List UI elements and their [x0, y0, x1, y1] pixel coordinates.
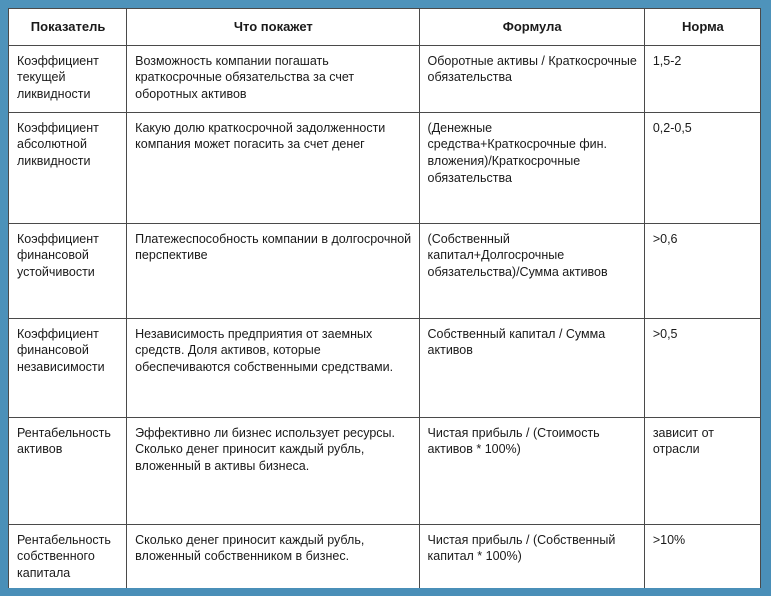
- cell-meaning: Платежеспособность компании в долгосрочной перспективе: [127, 223, 419, 318]
- cell-norm: >0,6: [644, 223, 760, 318]
- cell-indicator: Рентабельность собственного капитала: [9, 524, 127, 588]
- table-row: [9, 318, 761, 417]
- cell-indicator: Коэффициент текущей ликвидности: [9, 45, 127, 112]
- table-row: [9, 223, 761, 318]
- cell-formula: (Собственный капитал+Долгосрочные обязательства)/Сумма активов: [419, 223, 644, 318]
- table-row: [9, 417, 761, 524]
- cell-meaning: Какую долю краткосрочной задолженности компания может погасить за счет денег: [127, 112, 419, 223]
- table-row: [9, 45, 761, 112]
- cell-norm: 1,5-2: [644, 45, 760, 112]
- cell-formula: (Денежные средства+Краткосрочные фин. вложения)/Краткосрочные обязательства: [419, 112, 644, 223]
- table-container: [8, 8, 761, 588]
- table-row: [9, 524, 761, 588]
- column-header-indicator: Показатель: [9, 9, 127, 46]
- cell-norm: 0,2-0,5: [644, 112, 760, 223]
- cell-norm: зависит от отрасли: [644, 417, 760, 524]
- cell-formula: Оборотные активы / Краткосрочные обязательства: [419, 45, 644, 112]
- table-body: [9, 45, 761, 588]
- column-header-meaning: Что покажет: [127, 9, 419, 46]
- cell-meaning: Независимость предприятия от заемных средств. Доля активов, которые обеспечиваются собственными средствами.: [127, 318, 419, 417]
- header-row: [9, 9, 761, 46]
- cell-formula: Чистая прибыль / (Собственный капитал * 100%): [419, 524, 644, 588]
- table-header: [9, 9, 761, 46]
- cell-meaning: Эффективно ли бизнес использует ресурсы. Сколько денег приносит каждый рубль, вложенный в активы бизнеса.: [127, 417, 419, 524]
- column-header-formula: Формула: [419, 9, 644, 46]
- cell-norm: >0,5: [644, 318, 760, 417]
- cell-indicator: Коэффициент финансовой устойчивости: [9, 223, 127, 318]
- cell-indicator: Рентабельность активов: [9, 417, 127, 524]
- cell-indicator: Коэффициент финансовой независимости: [9, 318, 127, 417]
- cell-formula: Собственный капитал / Сумма активов: [419, 318, 644, 417]
- table-row: [9, 112, 761, 223]
- cell-norm: >10%: [644, 524, 760, 588]
- cell-indicator: Коэффициент абсолютной ликвидности: [9, 112, 127, 223]
- financial-indicators-table: [8, 8, 761, 588]
- cell-meaning: Сколько денег приносит каждый рубль, вложенный собственником в бизнес.: [127, 524, 419, 588]
- cell-formula: Чистая прибыль / (Стоимость активов * 100%): [419, 417, 644, 524]
- column-header-norm: Норма: [644, 9, 760, 46]
- cell-meaning: Возможность компании погашать краткосрочные обязательства за счет оборотных активов: [127, 45, 419, 112]
